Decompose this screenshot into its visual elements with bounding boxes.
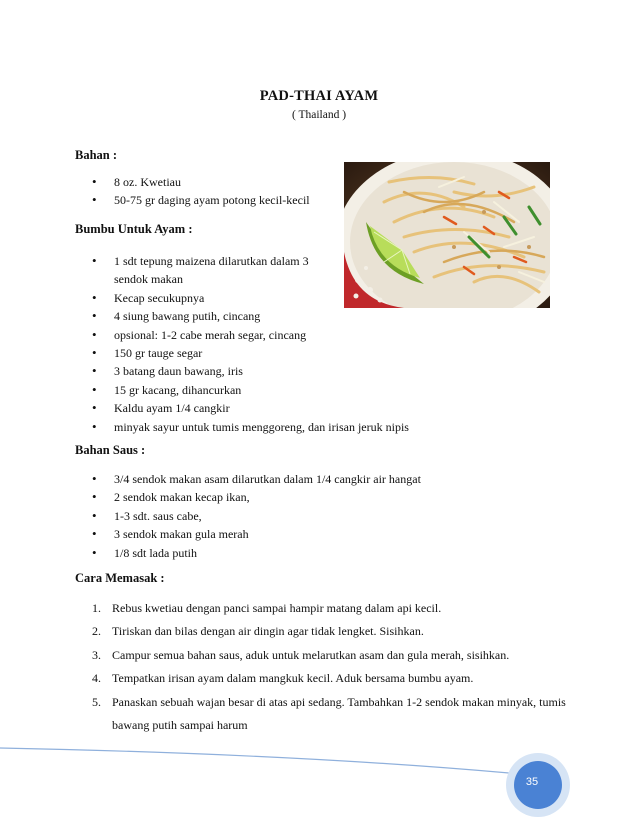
recipe-title: PAD-THAI AYAM	[259, 88, 379, 104]
recipe-origin: ( Thailand )	[291, 109, 347, 121]
list-item: • 2 sendok makan kecap ikan,	[0, 488, 421, 506]
list-steps	[0, 597, 572, 737]
list-item: • 1/8 sdt lada putih	[0, 544, 421, 562]
step-number: 2.	[92, 624, 101, 639]
list-item: • opsional: 1-2 cabe merah segar, cincang	[0, 326, 638, 344]
step-text: Rebus kwetiau dengan panci sampai hampir matang dalam api kecil.	[112, 601, 442, 615]
page-number: 35	[525, 776, 539, 788]
step-text: Campur semua bahan saus, aduk untuk melarutkan asam dan gula merah, sisihkan.	[112, 647, 510, 662]
step-number: 4.	[92, 671, 101, 686]
step-text: Tiriskan dan bilas dengan air dingin agar tidak lengket. Sisihkan.	[112, 624, 424, 639]
list-item: • 15 gr kacang, dihancurkan	[0, 381, 638, 399]
list-item: • Kaldu ayam 1/4 cangkir	[0, 399, 638, 417]
step-item	[0, 620, 572, 643]
step-number: 1.	[92, 601, 101, 615]
list-bahan	[0, 173, 310, 210]
list-saus	[0, 470, 421, 562]
step-item	[0, 597, 572, 620]
heading-saus: Bahan Saus :	[75, 443, 146, 457]
step-item	[0, 644, 572, 667]
step-item	[0, 691, 572, 738]
heading-bahan: Bahan :	[75, 148, 118, 162]
list-item: • 4 siung bawang putih, cincang	[0, 307, 638, 325]
list-item: • 8 oz. Kwetiau	[0, 173, 310, 191]
pad-thai-photo	[344, 162, 550, 308]
heading-bumbu: Bumbu Untuk Ayam :	[75, 222, 193, 236]
heading-cara-memasak: Cara Memasak :	[75, 571, 165, 585]
pad-thai-illustration	[344, 162, 550, 308]
step-text: Tempatkan irisan ayam dalam mangkuk kecil. Aduk bersama bumbu ayam.	[112, 671, 474, 686]
list-item: • 3/4 sendok makan asam dilarutkan dalam 1/4 cangkir air hangat	[0, 470, 421, 488]
step-text: Panaskan sebuah wajan besar di atas api sedang. Tambahkan 1-2 sendok makan minyak, tumis bawang putih sampai harum	[112, 694, 566, 733]
step-number: 3.	[92, 647, 101, 662]
list-item: • Kecap secukupnya	[0, 289, 638, 307]
step-number: 5.	[92, 694, 101, 709]
list-item: • 3 sendok makan gula merah	[0, 525, 421, 543]
list-item: • 150 gr tauge segar	[0, 344, 638, 362]
list-item: • minyak sayur untuk tumis menggoreng, dan irisan jeruk nipis	[0, 418, 638, 436]
list-item: • 1-3 sdt. saus cabe,	[0, 507, 421, 525]
list-item: • 3 batang daun bawang, iris	[0, 362, 638, 380]
list-item: • 1 sdt tepung maizena dilarutkan dalam 3 sendok makan	[0, 252, 638, 289]
step-item	[0, 667, 572, 690]
list-item: • 50-75 gr daging ayam potong kecil-kecil	[0, 191, 310, 209]
